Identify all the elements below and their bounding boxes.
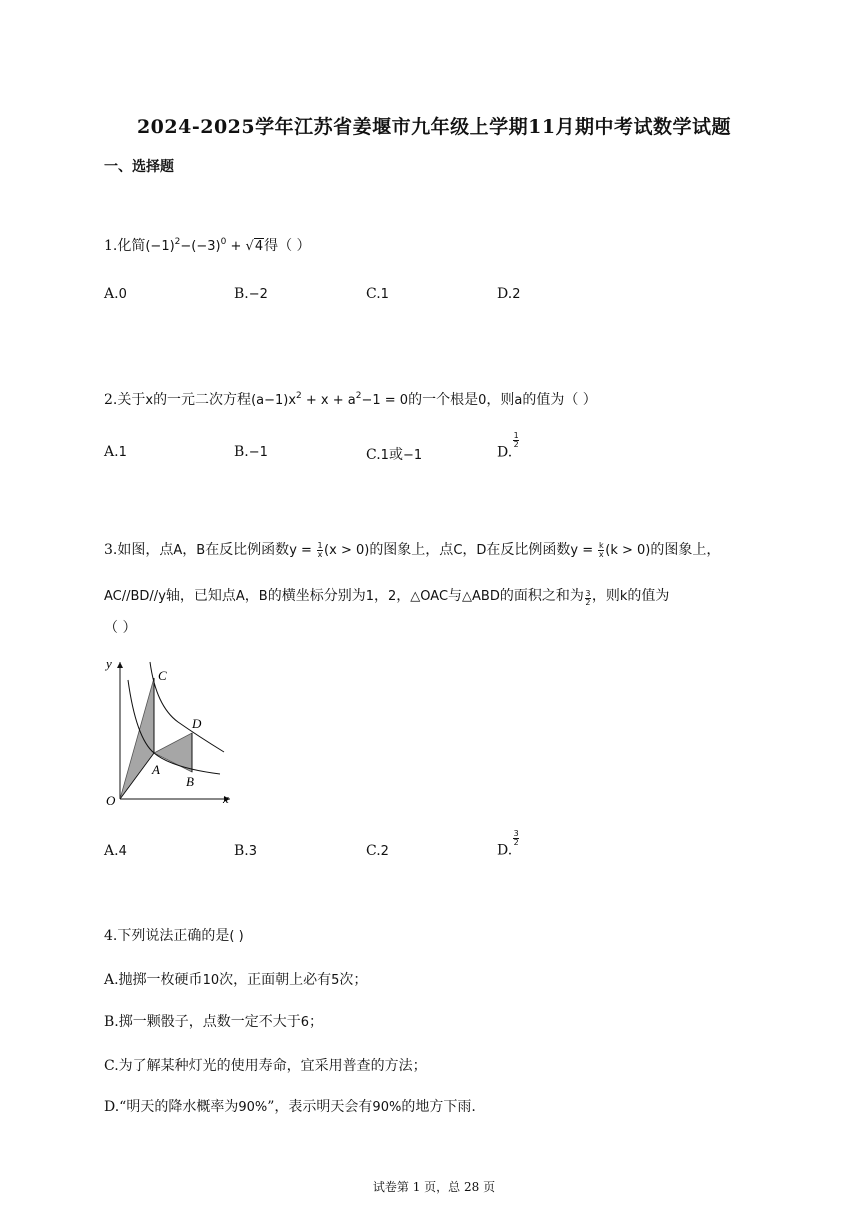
option-b[interactable]: B.3 bbox=[234, 843, 258, 859]
question-3-line-1: 3.如图，点A，B在反比例函数y = $\frac{1}{x}$ (x > 0)的图象上，点C，D在反比例函数y = $\frac{k}{x}$ (k > 0)的图象上， bbox=[104, 541, 721, 559]
triangle-oac bbox=[120, 678, 154, 799]
question-text: 得（ ） bbox=[264, 238, 311, 254]
math-expression: $(a-1)x^2 + x + a^2-1 = 0$ bbox=[251, 391, 409, 408]
question-2: 2.关于x的一元二次方程$(a-1)x^2 + x + a^2-1 = 0$的一个根是0，则a的值为（ ） bbox=[104, 391, 597, 408]
option-b[interactable]: B.−1 bbox=[234, 444, 268, 460]
option-a[interactable]: A.1 bbox=[104, 444, 127, 460]
option-c[interactable]: C.为了解某种灯光的使用寿命，宜采用普查的方法； bbox=[104, 1058, 427, 1074]
function-1: y = $\frac{1}{x}$ (x > 0) bbox=[289, 541, 370, 559]
label-d: D bbox=[192, 716, 202, 731]
question-text: 化简 bbox=[117, 238, 146, 254]
question-3-line-3: （ ） bbox=[104, 620, 137, 636]
y-axis-arrow-icon bbox=[117, 662, 123, 668]
page-title: 2024-2025学年江苏省姜堰市九年级上学期11月期中考试数学试题 bbox=[136, 116, 732, 138]
page-footer: 试卷第 1 页，总 28 页 bbox=[372, 1180, 496, 1194]
question-number: 1. bbox=[104, 238, 118, 254]
function-2: y = $\frac{k}{x}$ (k > 0) bbox=[570, 541, 651, 559]
label-b: B bbox=[186, 774, 194, 789]
section-heading: 一、选择题 bbox=[104, 159, 174, 175]
math-expression: $(-1)^2-(-3)^0 + √4$ bbox=[145, 237, 264, 254]
option-a[interactable]: A.抛掷一枚硬币10次，正面朝上必有5次； bbox=[104, 972, 368, 988]
label-a: A bbox=[152, 762, 160, 777]
option-d[interactable]: D. $\frac{1}{2}$ bbox=[497, 431, 519, 461]
question-4: 4.下列说法正确的是( ) bbox=[104, 928, 244, 944]
label-y: y bbox=[106, 656, 112, 671]
label-o: O bbox=[106, 793, 116, 806]
label-c: C bbox=[158, 668, 167, 683]
option-c[interactable]: C.1 bbox=[366, 286, 389, 302]
label-x: x bbox=[223, 791, 229, 806]
option-d[interactable]: D. $\frac{3}{2}$ bbox=[497, 829, 519, 859]
option-d[interactable]: D.“明天的降水概率为90%”，表示明天会有90%的地方下雨. bbox=[104, 1099, 476, 1115]
option-c[interactable]: C.1或−1 bbox=[366, 447, 423, 463]
option-b[interactable]: B.−2 bbox=[234, 286, 268, 302]
option-a[interactable]: A.4 bbox=[104, 843, 127, 859]
question-3-line-2: AC//BD//y轴，已知点A，B的横坐标分别为1，2，△OAC与△ABD的面积之和为 $\frac{3}{2}$ ，则k的值为 bbox=[104, 588, 670, 607]
option-d[interactable]: D.2 bbox=[497, 286, 521, 302]
option-a[interactable]: A.0 bbox=[104, 286, 127, 302]
option-c[interactable]: C.2 bbox=[366, 843, 389, 859]
option-b[interactable]: B.掷一颗骰子，点数一定不大于6； bbox=[104, 1014, 324, 1030]
question-1 bbox=[104, 232, 311, 257]
geometry-figure bbox=[100, 656, 240, 806]
